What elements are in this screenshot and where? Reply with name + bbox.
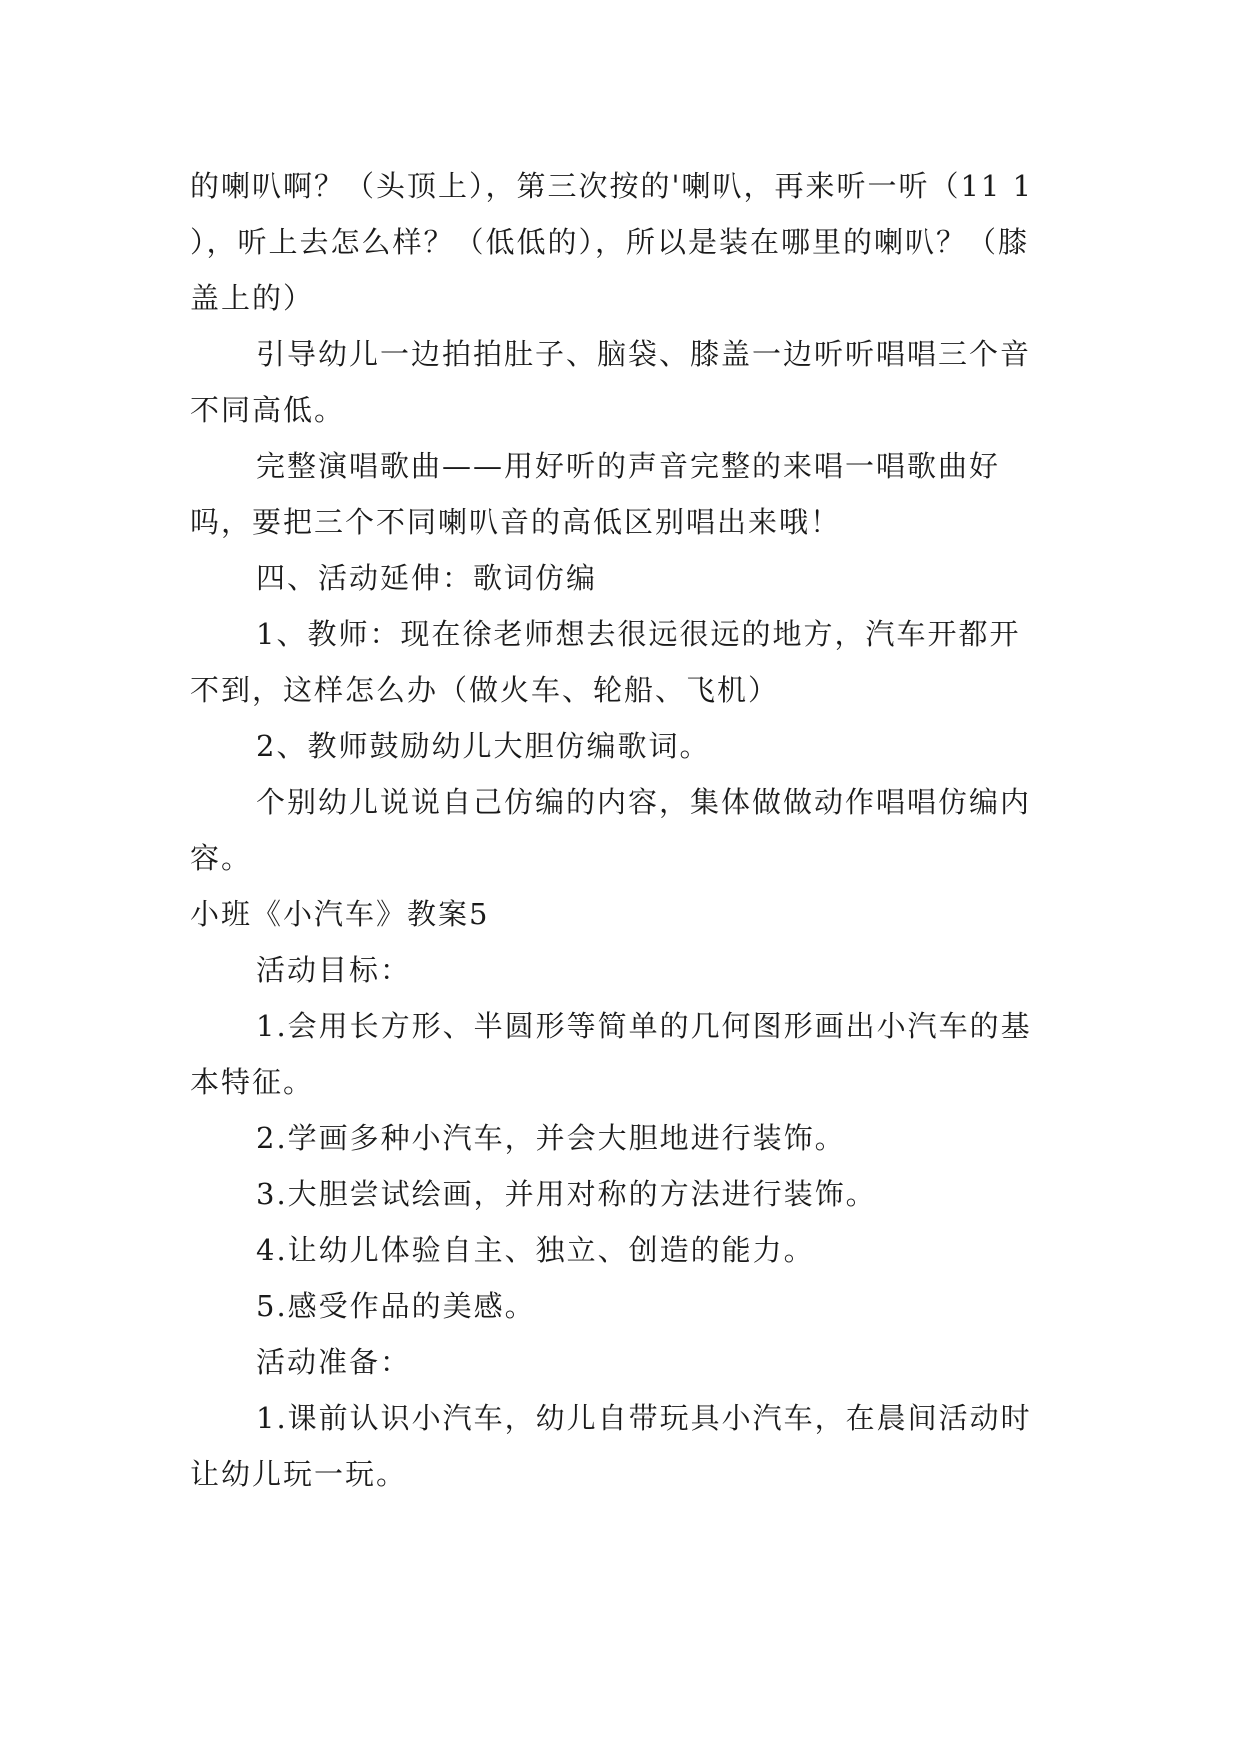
list-item: 1.会用长方形、半圆形等简单的几何图形画出小汽车的基本特征。	[190, 1009, 1032, 1099]
list-item: 1.课前认识小汽车，幼儿自带玩具小汽车，在晨间活动时让幼儿玩一玩。	[190, 1401, 1032, 1491]
list-item: 2.学画多种小汽车，并会大胆地进行装饰。	[256, 1121, 846, 1155]
paragraph: 2、教师鼓励幼儿大胆仿编歌词。	[256, 729, 711, 763]
list-item: 4.让幼儿体验自主、独立、创造的能力。	[256, 1233, 815, 1267]
paragraph: 完整演唱歌曲——用好听的声音完整的来唱一唱歌曲好吗，要把三个不同喇叭音的高低区别唱出来哦！	[190, 449, 1001, 539]
paragraph: 引导幼儿一边拍拍肚子、脑袋、膝盖一边听听唱唱三个音不同高低。	[190, 337, 1032, 427]
list-item: 5.感受作品的美感。	[256, 1289, 536, 1323]
paragraph: 的喇叭啊？（头顶上），第三次按的'喇叭，再来听一听（11 1 ），听上去怎么样？（低低的），所以是装在哪里的喇叭？（膝盖上的）	[190, 169, 1034, 315]
section-heading: 活动目标：	[256, 953, 412, 987]
lesson-title: 小班《小汽车》教案5	[190, 897, 490, 931]
paragraph: 个别幼儿说说自己仿编的内容，集体做做动作唱唱仿编内容。	[190, 785, 1032, 875]
document-body	[190, 158, 1050, 1502]
paragraph: 1、教师：现在徐老师想去很远很远的地方，汽车开都开不到，这样怎么办（做火车、轮船、飞机）	[190, 617, 1021, 707]
section-heading: 四、活动延伸：歌词仿编	[256, 561, 598, 595]
section-heading: 活动准备：	[256, 1345, 412, 1379]
list-item: 3.大胆尝试绘画，并用对称的方法进行装饰。	[256, 1177, 877, 1211]
